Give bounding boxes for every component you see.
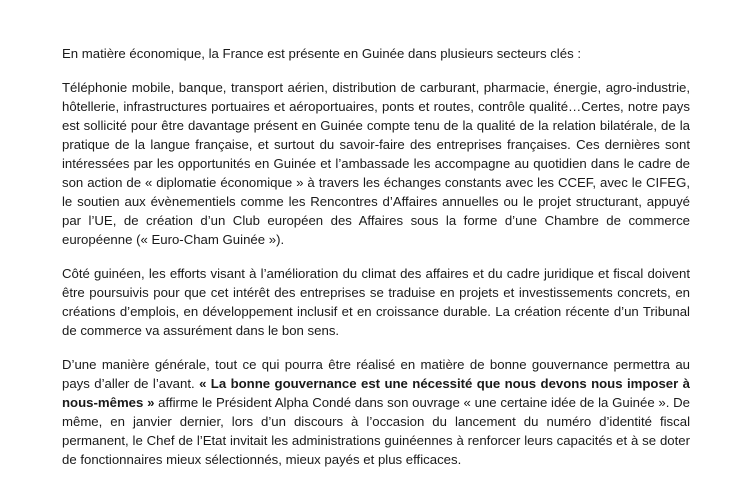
governance-text-start: D’une manière générale, tout ce qui pourra être réalisé en matière de bonne gouvernance permettra au pays d’aller de l’avant.: [62, 357, 690, 391]
document-body: [62, 44, 690, 484]
sectors-paragraph: Téléphonie mobile, banque, transport aérien, distribution de carburant, pharmacie, énergie, agro-industrie, hôtellerie, infrastructures portuaires et aéroportuaires, ponts et routes, contrôle qualité…Certes, notre pays est sollicité pour être davantage présent en Guinée compte tenu de la qualité de la relation bilatérale, de la pratique de la langue française, et surtout du savoir-faire des entreprises françaises. Ces dernières sont intéressées par les opportunités en Guinée et l’ambassade les accompagne au quotidien dans le cadre de son action de « diplomatie économique » à travers les échanges constants avec les CCEF, avec le CIFEG, le soutien aux évènementiels comme les Rencontres d’Affaires annuelles ou le projet structurant, appuyé par l’UE, de création d’un Club européen des Affaires sous la forme d’une Chambre de commerce européenne (« Euro-Cham Guinée »).: [62, 80, 690, 247]
intro-paragraph: En matière économique, la France est présente en Guinée dans plusieurs secteurs clés :: [62, 46, 581, 61]
governance-text-end: affirme le Président Alpha Condé dans son ouvrage « une certaine idée de la Guinée ». De même, en janvier dernier, lors d’un discours à l’occasion du lancement du numéro d’identité fiscal permanent, le Chef de l’Etat invitait les administrations guinéennes à renforcer leurs capacités et à se doter de fonctionnaires mieux sélectionnés, mieux payés et plus efficaces.: [62, 395, 690, 467]
governance-quote: « La bonne gouvernance est une nécessité que nous devons nous imposer à nous-mêmes »: [62, 376, 690, 410]
guinea-side-paragraph: Côté guinéen, les efforts visant à l’amélioration du climat des affaires et du cadre juridique et fiscal doivent être poursuivis pour que cet intérêt des entreprises se traduise en projets et investissements concrets, en créations d’emplois, en développement inclusif et en croissance durable. La création récente d’un Tribunal de commerce va assurément dans le bon sens.: [62, 266, 690, 338]
governance-paragraph: [62, 355, 690, 469]
